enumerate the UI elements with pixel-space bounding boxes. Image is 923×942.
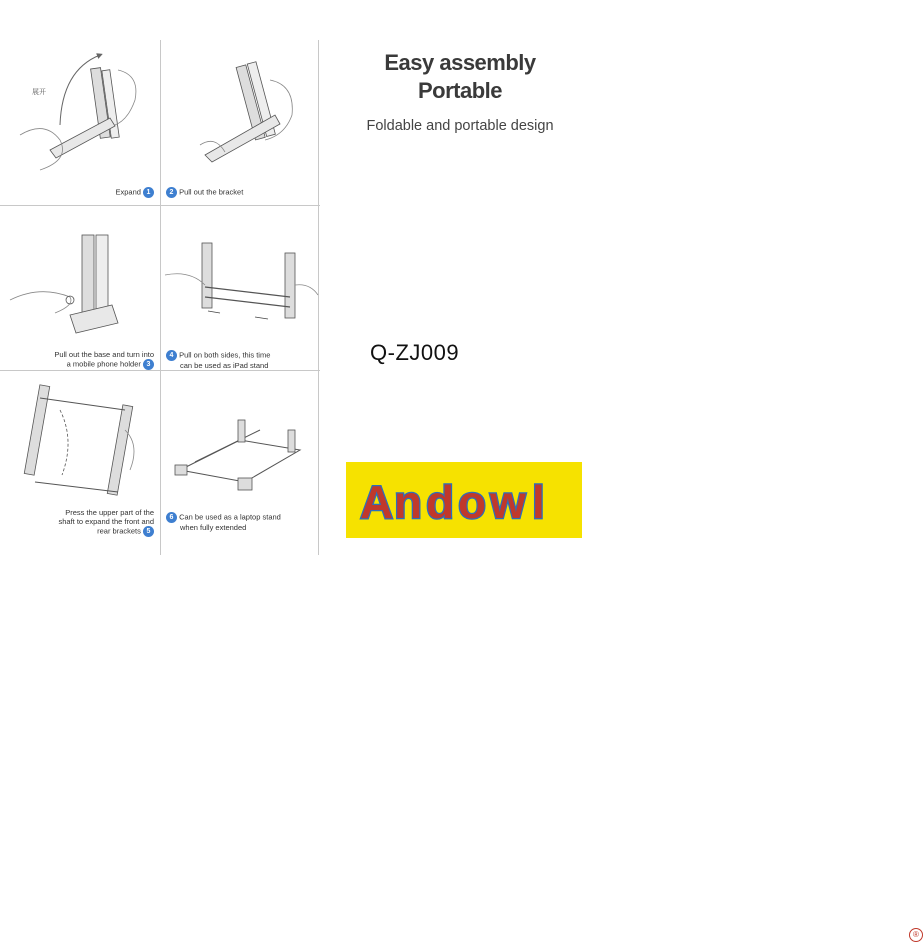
step-3-illustration bbox=[0, 205, 160, 345]
model-number: Q-ZJ009 bbox=[370, 340, 460, 365]
step-3-cell bbox=[0, 205, 160, 370]
step-2-badge: 2 bbox=[166, 187, 177, 198]
step-2-illustration bbox=[160, 40, 320, 180]
step-2-cell bbox=[160, 40, 320, 205]
heading-line-2: Portable bbox=[417, 78, 503, 103]
step-6-illustration bbox=[160, 370, 320, 510]
step-2-caption: 2 Pull out the bracket bbox=[166, 187, 243, 198]
step-4-badge: 4 bbox=[166, 350, 177, 361]
svg-text:d: d bbox=[426, 476, 455, 528]
subtitle: Foldable and portable design bbox=[366, 118, 554, 134]
instruction-grid bbox=[0, 40, 320, 555]
step-3-badge: 3 bbox=[143, 359, 154, 370]
step-1-annotation: 展开 bbox=[32, 89, 46, 96]
step-3-caption: Pull out the base and turn into a mobile phone holder 3 bbox=[54, 350, 154, 369]
svg-text:w: w bbox=[490, 476, 526, 528]
heading-line-1: Easy assembly bbox=[384, 50, 536, 75]
svg-text:A: A bbox=[360, 476, 394, 528]
step-4-illustration bbox=[160, 205, 320, 345]
step-6-cell bbox=[160, 370, 320, 535]
svg-text:n: n bbox=[394, 476, 423, 528]
step-1-caption: Expand 1 bbox=[115, 187, 154, 198]
step-5-cell bbox=[0, 370, 160, 535]
step-5-badge: 5 bbox=[143, 526, 154, 537]
step-1-badge: 1 bbox=[143, 187, 154, 198]
svg-text:o: o bbox=[458, 476, 487, 528]
step-5-illustration bbox=[0, 370, 160, 510]
svg-text:l: l bbox=[532, 476, 545, 528]
step-6-caption: 6 Can be used as a laptop stand when fully extended bbox=[166, 512, 281, 532]
step-1-cell bbox=[0, 40, 160, 205]
brand-logo-art bbox=[346, 462, 582, 538]
step-4-caption: 4 Pull on both sides, this time can be used as iPad stand bbox=[166, 350, 270, 370]
step-4-cell bbox=[160, 205, 320, 370]
step-5-caption: Press the upper part of the shaft to expand the front and rear brackets 5 bbox=[58, 508, 154, 536]
registered-mark: ® bbox=[909, 928, 923, 942]
step-1-illustration bbox=[0, 40, 160, 180]
step-6-badge: 6 bbox=[166, 512, 177, 523]
brand-logo bbox=[346, 462, 919, 939]
